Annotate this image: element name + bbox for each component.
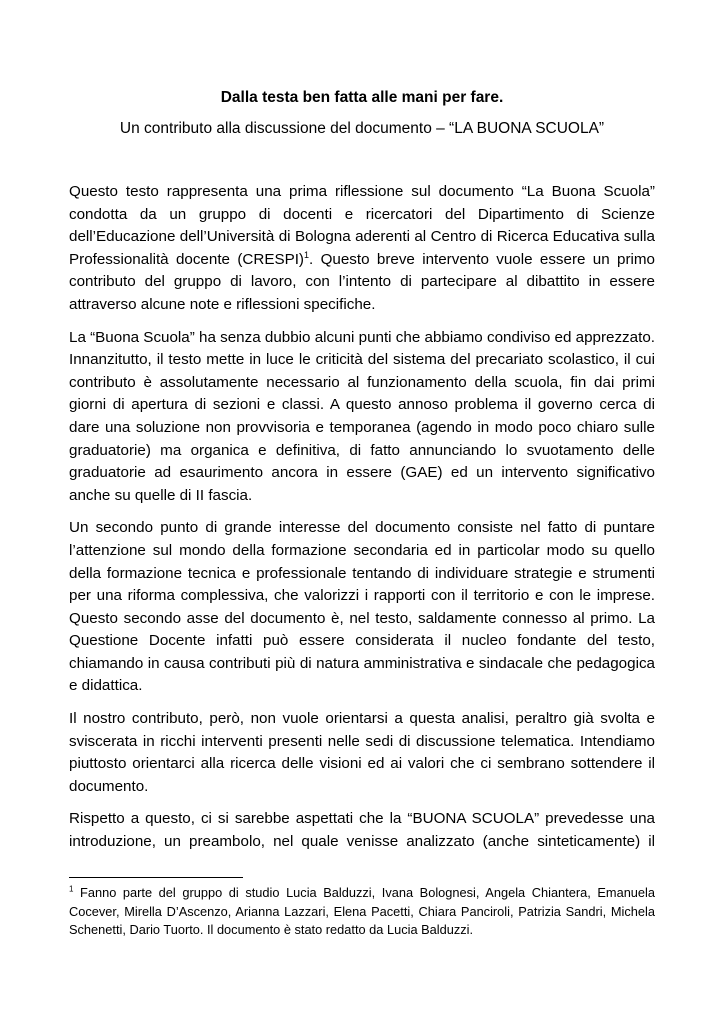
- footnote-text: Fanno parte del gruppo di studio Lucia Balduzzi, Ivana Bolognesi, Angela Chiantera, Emanuela Cocever, Mirella D’Ascenzo, Arianna Lazzari, Elena Pacetti, Chiara Panciroli, Patrizia Sandri, Michela Schenetti, Dario Tuorto. Il documento è stato redatto da Lucia Balduzzi.: [69, 885, 655, 938]
- paragraph-intro-text-cont: . Questo breve intervento vuole essere un primo contributo del gruppo di lavoro, con l’intento di partecipare al dibattito in essere attraverso alcune note e riflessioni specifiche.: [69, 250, 655, 313]
- paragraph-rispetto: Rispetto a questo, ci si sarebbe aspettati che la “BUONA SCUOLA” prevedesse una introduzione, un preambolo, nel quale venisse analizzato (anche sinteticamente) il: [69, 810, 655, 851]
- footnote: [69, 884, 655, 940]
- document-body: [69, 181, 655, 864]
- paragraph-buona-scuola: La “Buona Scuola” ha senza dubbio alcuni punti che abbiamo condiviso ed apprezzato. Innanzitutto, il testo mette in luce le criticità del sistema del precariato scolastico, il cui contributo è assolutamente necessario al funzionamento della scuola, fin dai primi giorni di apertura di sezioni e classi. A questo annoso problema il governo cerca di dare una soluzione non provvisoria e temporanea (agendo in modo poco chiaro sulle graduatorie) ma organica e definitiva, di fatto annunciando lo svuotamento delle graduatorie ad esaurimento ancora in essere (GAE) ed un intervento significativo anche su quelle di II fascia.: [69, 328, 655, 504]
- document-title: Dalla testa ben fatta alle mani per fare.: [220, 89, 504, 106]
- paragraph-intro-text: Questo testo rappresenta una prima riflessione sul documento “La Buona Scuola” condotta da un gruppo di docenti e ricercatori del Dipartimento di Scienze dell’Educazione dell’Università di Bologna aderenti al Centro di Ricerca Educativa sulla Professionalità docente (CRESPI): [69, 183, 655, 268]
- document-subtitle: Un contributo alla discussione del documento – “LA BUONA SCUOLA”: [119, 120, 605, 137]
- footnote-marker: 1: [69, 884, 74, 894]
- paragraph-intro: [69, 181, 655, 317]
- footnote-separator: [69, 877, 243, 878]
- paragraph-nostro-contributo: Il nostro contributo, però, non vuole orientarsi a questa analisi, peraltro già svolta e sviscerata in ricchi interventi presenti nelle sedi di discussione telematica. Intendiamo piuttosto orientarci alla ricerca delle visioni ed ai valori che ci sembrano sottendere il documento.: [69, 710, 655, 795]
- footnote-reference: 1: [304, 249, 310, 260]
- paragraph-secondo-punto: Un secondo punto di grande interesse del documento consiste nel fatto di puntare l’attenzione sul mondo della formazione secondaria ed in particolar modo su quello della formazione tecnica e professionale tentando di individuare strategie e strumenti per una riforma complessiva, che valorizzi i rapporti con il territorio e con le imprese. Questo secondo asse del documento è, nel testo, saldamente connesso al primo. La Questione Docente infatti può essere considerata il nucleo fondante del testo, chiamando in causa contributi più di natura amministrativa e sindacale che pedagogica e didattica.: [69, 519, 655, 695]
